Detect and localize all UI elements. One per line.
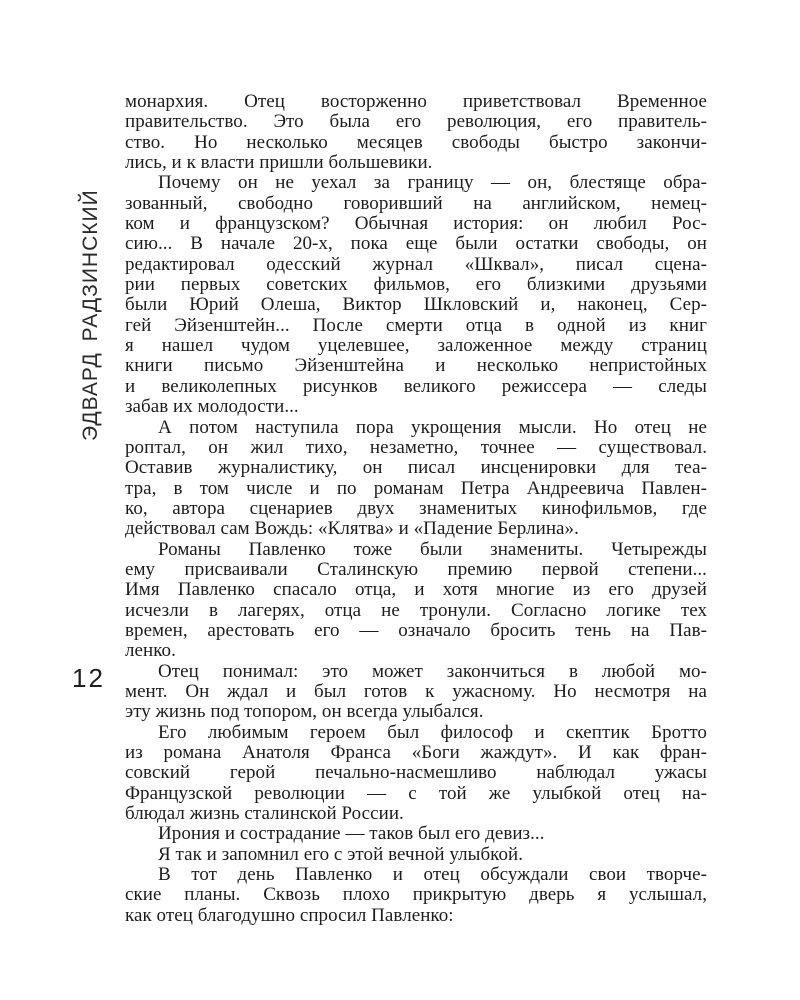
text-line: В тот день Павленко и отец обсуждали свои творче- — [158, 864, 707, 886]
text-line: книги письмо Эйзенштейна и несколько непристойных — [125, 355, 707, 377]
text-line: исчезли в лагерях, отца не тронули. Согласно логике тех — [125, 599, 707, 621]
text-line: Оставив журналистику, он писал инсценировки для теа- — [125, 457, 707, 479]
text-line: ские планы. Сквозь плохо прикрытую дверь я услышал, — [125, 884, 707, 906]
text-line: эту жизнь под топором, он всегда улыбался. — [125, 701, 484, 723]
text-line: гей Эйзенштейн... После смерти отца в одной из книг — [125, 314, 707, 336]
author-first-name: ЭДВАРД — [79, 352, 102, 441]
text-line: редактировал одесский журнал «Шквал», писал сцена- — [125, 253, 707, 275]
text-line: я нашел чудом уцелевшее, заложенное между страниц — [125, 335, 707, 357]
text-line: Я так и запомнил его с этой вечной улыбкой. — [158, 843, 524, 865]
text-line: действовал сам Вождь: «Клятва» и «Падение Берлина». — [125, 518, 579, 540]
text-line: роптал, он жил тихо, незаметно, точнее — существовал. — [125, 436, 707, 458]
text-line: Ирония и сострадание — таков был его девиз... — [158, 823, 545, 845]
text-line: и великолепных рисунков великого режиссера — следы — [125, 375, 707, 397]
text-line: монархия. Отец восторженно приветствовал Временное — [125, 91, 707, 112]
text-line: Почему он не уехал за границу — он, блестяще обра- — [158, 172, 707, 194]
text-line: сию... В начале 20-х, пока еще были остатки свободы, он — [125, 233, 707, 255]
text-line: ко, автора сценариев двух знаменитых кинофильмов, где — [125, 497, 707, 519]
text-line: рии первых советских фильмов, его близкими друзьями — [125, 274, 707, 296]
text-line: мент. Он ждал и был готов к ужасному. Но несмотря на — [125, 680, 707, 702]
text-line: были Юрий Олеша, Виктор Шкловский и, наконец, Сер- — [125, 294, 707, 316]
text-line: как отец благодушно спросил Павленко: — [125, 904, 454, 926]
text-line: блюдал жизнь сталинской России. — [125, 803, 404, 825]
text-line: Французской революции — с той же улыбкой отец на- — [125, 782, 707, 804]
text-line: из романа Анатоля Франса «Боги жаждут». И как фран- — [125, 742, 707, 763]
text-line: Его любимым героем был философ и скептик Бротто — [158, 721, 707, 743]
text-line: Отец понимал: это может закончиться в любой мо- — [158, 660, 707, 682]
text-line: ком и французском? Обычная история: он любил Рос- — [125, 213, 707, 235]
text-line: ство. Но несколько месяцев свободы быстро закончи- — [125, 131, 707, 153]
text-line: забав их молодости... — [125, 396, 299, 418]
author-last-name: РАДЗИНСКИЙ — [79, 189, 102, 342]
text-line: тра, в том числе и по романам Петра Андреевича Павлен- — [125, 477, 707, 499]
text-line: лись, и к власти пришли большевики. — [125, 152, 433, 174]
text-line: Романы Павленко тоже были знамениты. Четырежды — [158, 538, 707, 560]
page-number: 12 — [72, 663, 105, 693]
text-line: ленко. — [125, 640, 176, 662]
text-line: ему присваивали Сталинскую премию первой степени... — [125, 558, 707, 580]
text-line: А потом наступила пора укрощения мысли. Но отец не — [158, 416, 707, 438]
text-line: правительство. Это была его революция, его правитель- — [125, 111, 707, 133]
text-line: Имя Павленко спасало отца, и хотя многие из его друзей — [125, 579, 707, 601]
body-text — [125, 92, 707, 926]
text-line: зованный, свободно говоривший на английском, немец- — [125, 192, 707, 214]
text-line: совский герой печально-насмешливо наблюдал ужасы — [125, 762, 707, 784]
running-head — [79, 189, 103, 441]
text-line: времен, арестовать его — означало бросить тень на Пав- — [125, 619, 707, 641]
